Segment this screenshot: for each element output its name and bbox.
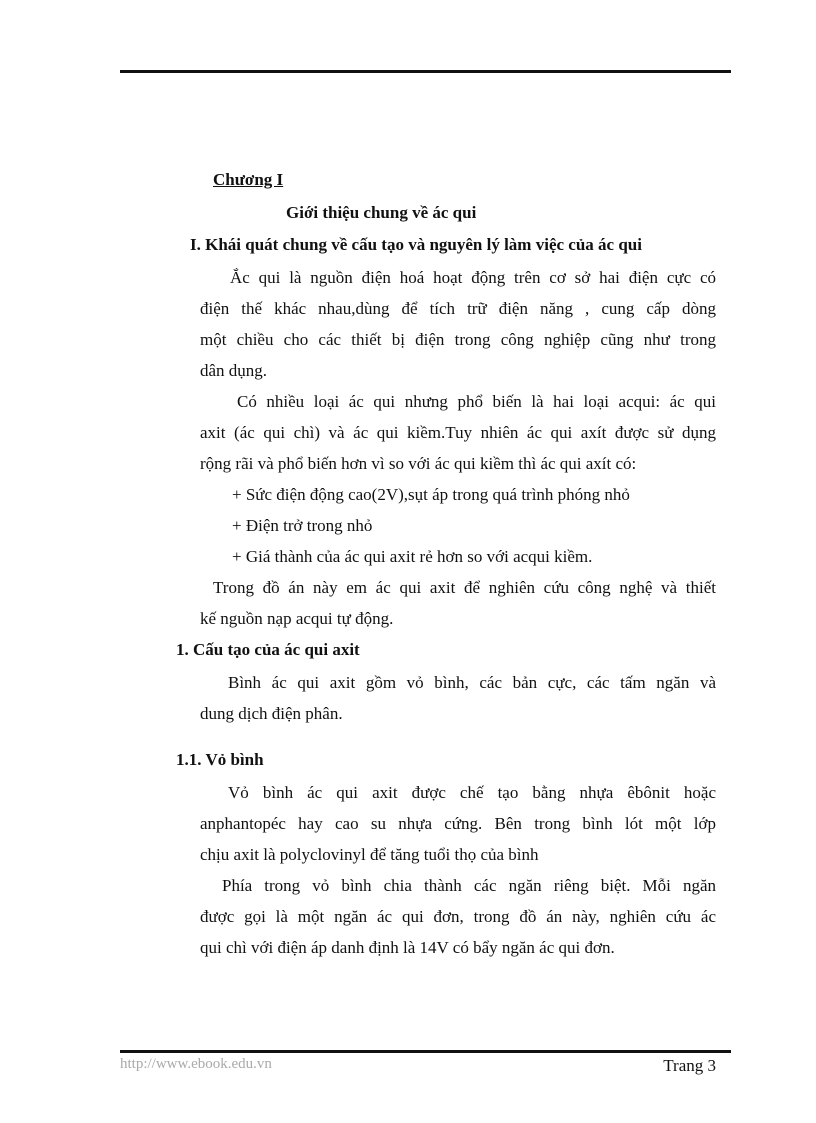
paragraph-line: Bình ác qui axit gồm vỏ bình, các bản cực, các tấm ngăn và <box>228 673 716 692</box>
section-heading-1: 1. Cấu tạo của ác qui axit <box>176 640 360 659</box>
paragraph-line: chịu axit là polyclovinyl để tăng tuổi thọ của bình <box>200 845 539 864</box>
footer-url-link[interactable]: http://www.ebook.edu.vn <box>120 1056 272 1072</box>
paragraph-line: điện thế khác nhau,dùng để tích trữ điện năng , cung cấp dòng <box>200 299 716 318</box>
paragraph-line: Ắc qui là nguồn điện hoá hoạt động trên cơ sở hai điện cực có <box>230 268 716 287</box>
section-heading-I: I. Khái quát chung về cấu tạo và nguyên lý làm việc của ác qui <box>190 235 642 254</box>
paragraph-line: axit (ác qui chì) và ác qui kiềm.Tuy nhiên ác qui axít được sử dụng <box>200 423 716 442</box>
chapter-title: Giới thiệu chung về ác qui <box>286 203 477 222</box>
paragraph-line: anphantopéc hay cao su nhựa cứng. Bên trong bình lót một lớp <box>200 814 716 833</box>
paragraph-line: Vỏ bình ác qui axit được chế tạo bằng nhựa êbônit hoặc <box>228 783 716 802</box>
paragraph-line: qui chì với điện áp danh định là 14V có bẩy ngăn ác qui đơn. <box>200 938 615 957</box>
list-item: + Điện trở trong nhỏ <box>232 516 373 535</box>
list-item: + Sức điện động cao(2V),sụt áp trong quá trình phóng nhỏ <box>232 485 630 504</box>
chapter-heading: Chương I <box>213 170 284 189</box>
paragraph-line: rộng rãi và phổ biến hơn vì so với ác qui kiềm thì ác qui axít có: <box>200 454 637 473</box>
footer-rule <box>120 1050 731 1053</box>
paragraph-line: một chiều cho các thiết bị điện trong công nghiệp cũng như trong <box>200 330 716 349</box>
paragraph-line: được gọi là một ngăn ác qui đơn, trong đồ án này, nghiên cứu ác <box>200 907 716 926</box>
page-number: Trang 3 <box>663 1056 716 1075</box>
header-rule <box>120 70 731 73</box>
paragraph-line: Có nhiều loại ác qui nhưng phổ biến là hai loại acqui: ác qui <box>237 392 716 411</box>
paragraph-line: dân dụng. <box>200 361 268 380</box>
paragraph-line: dung dịch điện phân. <box>200 704 343 723</box>
paragraph-line: Trong đồ án này em ác qui axit để nghiên cứu công nghệ và thiết <box>213 578 716 597</box>
paragraph-line: Phía trong vỏ bình chia thành các ngăn riêng biệt. Mỗi ngăn <box>222 876 716 895</box>
list-item: + Giá thành của ác qui axit rẻ hơn so với acqui kiềm. <box>232 547 593 566</box>
section-heading-1-1: 1.1. Vỏ bình <box>176 750 264 769</box>
paragraph-line: kế nguồn nạp acqui tự động. <box>200 609 394 628</box>
